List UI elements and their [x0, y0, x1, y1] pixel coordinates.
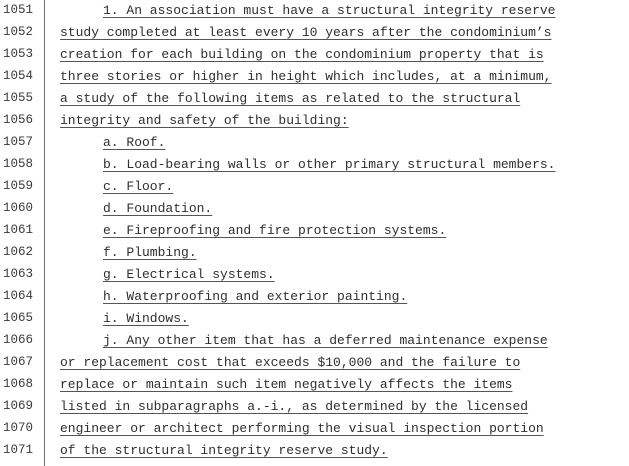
text-line: [0, 22, 629, 44]
line-text: a study of the following items as related to the structural: [60, 91, 521, 106]
text-line: [0, 0, 629, 22]
line-text: a. Roof.: [103, 135, 166, 150]
line-number: 1057: [3, 135, 34, 149]
line-number: 1051: [3, 3, 34, 17]
text-line: [0, 88, 629, 110]
line-text: engineer or architect performing the visual inspection portion: [60, 421, 544, 436]
line-text: b. Load-bearing walls or other primary structural members.: [103, 157, 556, 172]
line-number: 1058: [3, 157, 34, 171]
text-line: [0, 352, 629, 374]
line-text: d. Foundation.: [103, 201, 213, 216]
line-number: 1053: [3, 47, 34, 61]
line-text: creation for each building on the condominium property that is: [60, 47, 544, 62]
line-text: three stories or higher in height which includes, at a minimum,: [60, 69, 552, 84]
line-number: 1056: [3, 113, 34, 127]
text-line: [0, 374, 629, 396]
line-text: study completed at least every 10 years after the condominium’s: [60, 25, 552, 40]
line-number: 1066: [3, 333, 34, 347]
line-number: 1068: [3, 377, 34, 391]
line-text: integrity and safety of the building:: [60, 113, 349, 128]
line-text: i. Windows.: [103, 311, 189, 326]
line-number: 1059: [3, 179, 34, 193]
line-number: 1063: [3, 267, 34, 281]
line-text: j. Any other item that has a deferred maintenance expense: [103, 333, 548, 348]
line-number: 1071: [3, 443, 34, 457]
line-text: f. Plumbing.: [103, 245, 197, 260]
text-line: [0, 154, 629, 176]
line-number: 1062: [3, 245, 34, 259]
line-text: c. Floor.: [103, 179, 174, 194]
text-line: [0, 286, 629, 308]
line-text: replace or maintain such item negatively affects the items: [60, 377, 513, 392]
line-text: or replacement cost that exceeds $10,000 and the failure to: [60, 355, 521, 370]
text-line: [0, 396, 629, 418]
text-line: [0, 220, 629, 242]
line-text: g. Electrical systems.: [103, 267, 275, 282]
text-line: [0, 44, 629, 66]
line-text: of the structural integrity reserve study.: [60, 443, 388, 458]
line-number: 1061: [3, 223, 34, 237]
line-number: 1069: [3, 399, 34, 413]
text-line: [0, 418, 629, 440]
line-text: listed in subparagraphs a.-i., as determined by the licensed: [60, 399, 529, 414]
text-line: [0, 132, 629, 154]
line-number: 1070: [3, 421, 34, 435]
line-text: e. Fireproofing and fire protection systems.: [103, 223, 447, 238]
text-line: [0, 264, 629, 286]
line-number: 1060: [3, 201, 34, 215]
text-line: [0, 66, 629, 88]
text-line: [0, 330, 629, 352]
line-number: 1064: [3, 289, 34, 303]
line-number: 1065: [3, 311, 34, 325]
line-number: 1055: [3, 91, 34, 105]
text-line: [0, 198, 629, 220]
line-number: 1054: [3, 69, 34, 83]
text-line: [0, 176, 629, 198]
line-text: h. Waterproofing and exterior painting.: [103, 289, 408, 304]
text-line: [0, 440, 629, 462]
line-number: 1052: [3, 25, 34, 39]
text-line: [0, 110, 629, 132]
line-text: 1. An association must have a structural integrity reserve: [103, 3, 556, 18]
line-number: 1067: [3, 355, 34, 369]
text-line: [0, 242, 629, 264]
text-line: [0, 308, 629, 330]
